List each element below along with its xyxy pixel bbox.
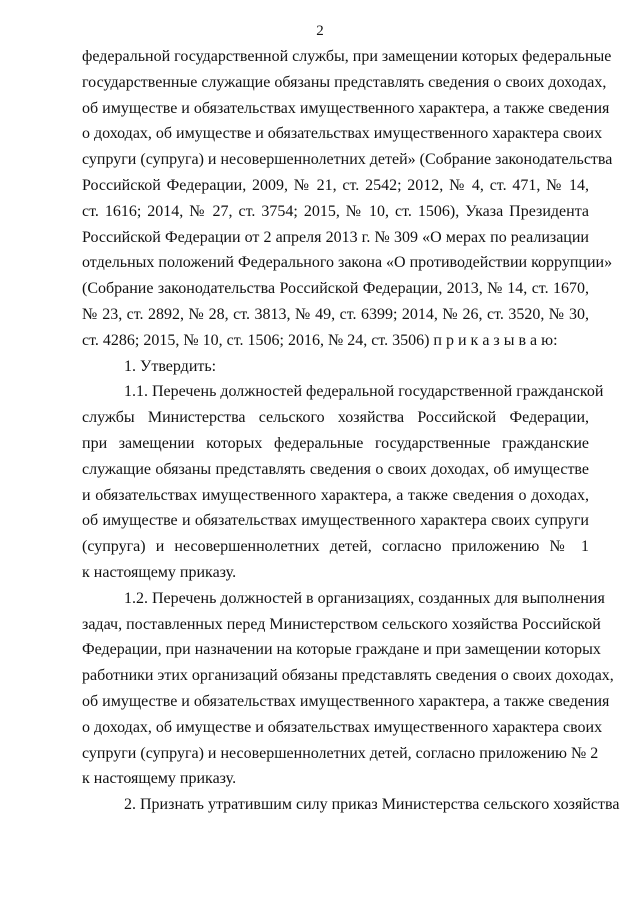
text-line: задач, поставленных перед Министерством сельского хозяйства Российской <box>82 615 601 633</box>
text-line: при замещении которых федеральные государственные гражданские <box>82 434 589 452</box>
text-line: супруги (супруга) и несовершеннолетних детей, согласно приложению № 2 <box>82 744 599 762</box>
text-line: супруги (супруга) и несовершеннолетних детей» (Собрание законодательства <box>82 151 613 169</box>
text-line: об имуществе и обязательствах имущественного характера, а также сведения <box>82 99 610 117</box>
text-line: к настоящему приказу. <box>82 563 237 581</box>
text-line: 1.2. Перечень должностей в организациях, созданных для выполнения <box>124 589 605 607</box>
text-line: о доходах, об имуществе и обязательствах имущественного характера своих <box>82 718 603 736</box>
page-number: 2 <box>316 23 324 39</box>
text-line: к настоящему приказу. <box>82 770 237 788</box>
text-line: (Собрание законодательства Российской Федерации, 2013, № 14, ст. 1670, <box>82 280 589 298</box>
text-line: ст. 4286; 2015, № 10, ст. 1506; 2016, № 24, ст. 3506) п р и к а з ы в а ю: <box>82 331 558 349</box>
text-line: об имуществе и обязательствах имущественного характера, а также сведения <box>82 692 610 710</box>
text-line: службы Министерства сельского хозяйства Российской Федерации, <box>82 409 589 427</box>
text-line: служащие обязаны представлять сведения о своих доходах, об имуществе <box>82 460 589 478</box>
text-line: Российской Федерации, 2009, № 21, ст. 2542; 2012, № 4, ст. 471, № 14, <box>82 176 589 194</box>
text-line: 1.1. Перечень должностей федеральной государственной гражданской <box>124 383 604 401</box>
text-line: об имуществе и обязательствах имущественного характера своих супруги <box>82 512 589 530</box>
text-line: (супруга) и несовершеннолетних детей, согласно приложению № 1 <box>82 538 589 556</box>
text-line: 2. Признать утратившим силу приказ Министерства сельского хозяйства <box>124 796 620 814</box>
text-line: 1. Утвердить: <box>124 357 217 375</box>
text-line: и обязательствах имущественного характера, а также сведения о доходах, <box>82 486 589 504</box>
text-line: Федерации, при назначении на которые граждане и при замещении которых <box>82 641 601 659</box>
text-line: о доходах, об имуществе и обязательствах имущественного характера своих <box>82 125 603 143</box>
text-line: работники этих организаций обязаны представлять сведения о своих доходах, <box>82 667 614 685</box>
text-line: государственные служащие обязаны представлять сведения о своих доходах, <box>82 73 607 91</box>
text-line: отдельных положений Федерального закона «О противодействии коррупции» <box>82 254 613 272</box>
text-line: Российской Федерации от 2 апреля 2013 г. № 309 «О мерах по реализации <box>82 228 589 246</box>
text-line: № 23, ст. 2892, № 28, ст. 3813, № 49, ст. 6399; 2014, № 26, ст. 3520, № 30, <box>82 305 589 323</box>
text-line: ст. 1616; 2014, № 27, ст. 3754; 2015, № 10, ст. 1506), Указа Президента <box>82 202 589 220</box>
text-line: федеральной государственной службы, при замещении которых федеральные <box>82 48 612 65</box>
document-body <box>82 44 620 818</box>
